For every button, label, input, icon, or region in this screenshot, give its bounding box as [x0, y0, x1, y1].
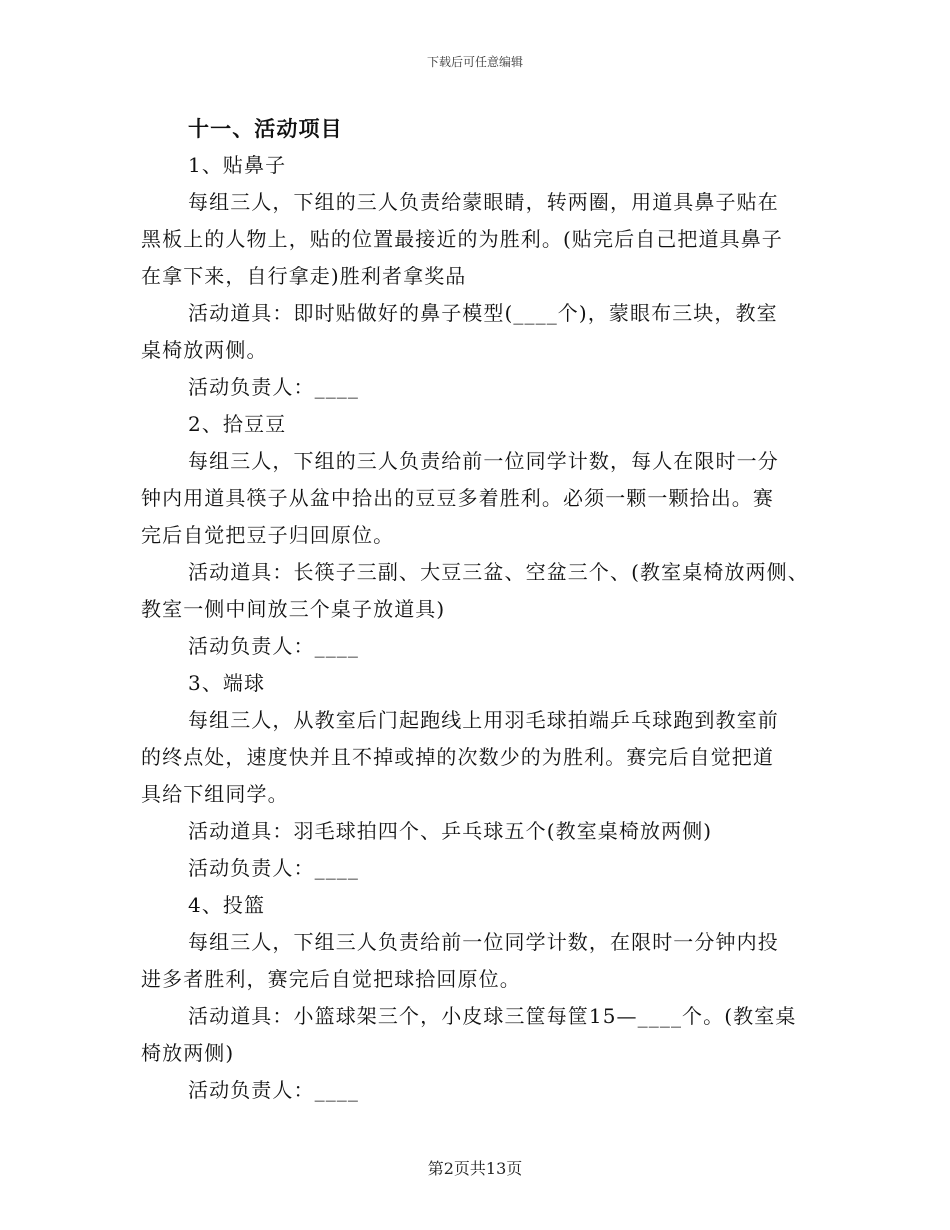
- activity-owner: 活动负责人：____: [188, 1078, 359, 1102]
- document-body: [141, 110, 821, 1109]
- activity-props-line: 活动道具：长筷子三副、大豆三盆、空盆三个、(教室桌椅放两侧、: [188, 560, 809, 584]
- activity-item: [141, 406, 821, 665]
- activity-title: 2、拾豆豆: [188, 412, 287, 436]
- activity-props-line: 活动道具：小篮球架三个，小皮球三筐每筐15—____个。(教室桌: [188, 1004, 797, 1028]
- activity-description-line: 每组三人，下组三人负责给前一位同学计数，在限时一分钟内投: [188, 930, 779, 954]
- activity-owner: 活动负责人：____: [188, 375, 359, 399]
- activity-description-line: 具给下组同学。: [141, 782, 289, 806]
- activity-owner: 活动负责人：____: [188, 634, 359, 658]
- activity-props-line: 教室一侧中间放三个桌子放道具): [141, 597, 446, 621]
- activity-title: 1、贴鼻子: [188, 153, 287, 177]
- activity-item: [141, 665, 821, 887]
- activity-description-line: 在拿下来，自行拿走)胜利者拿奖品: [141, 264, 467, 288]
- activity-description-line: 每组三人，从教室后门起跑线上用羽毛球拍端乒乓球跑到教室前: [188, 708, 779, 732]
- activity-title: 3、端球: [188, 671, 266, 695]
- activity-description-line: 黑板上的人物上，贴的位置最接近的为胜利。(贴完后自己把道具鼻子: [141, 227, 783, 251]
- activity-props-line: 桌椅放两侧。: [141, 338, 268, 362]
- activity-owner: 活动负责人：____: [188, 856, 359, 880]
- activity-props-line: 活动道具：羽毛球拍四个、乒乓球五个(教室桌椅放两侧): [188, 819, 713, 843]
- section-title: 十一、活动项目: [188, 116, 343, 141]
- page-number: 第2页共13页: [427, 1159, 523, 1178]
- activity-description-line: 钟内用道具筷子从盆中拾出的豆豆多着胜利。必须一颗一颗拾出。赛: [141, 486, 774, 510]
- activity-description-line: 每组三人，下组的三人负责给蒙眼睛，转两圈，用道具鼻子贴在: [188, 190, 779, 214]
- activity-props-line: 椅放两侧): [141, 1041, 235, 1065]
- activity-description-line: 的终点处，速度快并且不掉或掉的次数少的为胜利。赛完后自觉把道: [141, 745, 774, 769]
- activity-description-line: 每组三人，下组的三人负责给前一位同学计数，每人在限时一分: [188, 449, 779, 473]
- activity-item: [141, 887, 821, 1109]
- activity-title: 4、投篮: [188, 893, 266, 917]
- page-header: 下载后可任意编辑: [426, 55, 523, 69]
- activity-description-line: 进多者胜利，赛完后自觉把球拾回原位。: [141, 967, 521, 991]
- activity-item: [141, 147, 821, 406]
- activity-props-line: 活动道具：即时贴做好的鼻子模型(____个)，蒙眼布三块，教室: [188, 301, 778, 325]
- activity-description-line: 完后自觉把豆子归回原位。: [141, 523, 395, 547]
